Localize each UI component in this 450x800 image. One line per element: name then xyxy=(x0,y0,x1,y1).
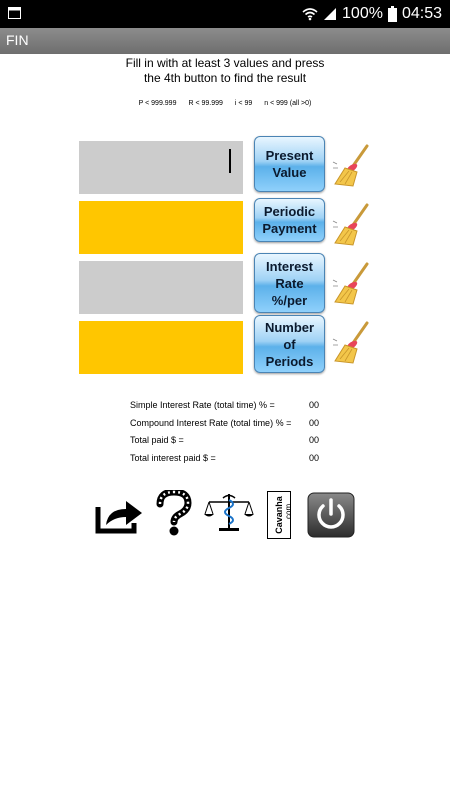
wifi-icon xyxy=(302,7,318,21)
question-mark-icon[interactable] xyxy=(152,490,196,536)
interest-rate-label-2: Rate xyxy=(275,275,304,291)
simple-interest-label: Simple Interest Rate (total time) % = xyxy=(130,400,275,410)
interest-rate-input[interactable] xyxy=(79,261,243,314)
number-of-periods-label-3: Periods xyxy=(265,353,314,369)
cavanha-text: Cavanha xyxy=(274,496,284,534)
simple-interest-value: 00 xyxy=(309,400,320,410)
window-icon xyxy=(8,7,21,19)
limit-i: i < 99 xyxy=(234,100,253,107)
periodic-payment-input[interactable] xyxy=(79,201,243,254)
present-value-label-2: Value xyxy=(272,165,307,180)
battery-percent: 100% xyxy=(342,5,383,22)
com-text: .com xyxy=(284,503,294,522)
power-icon[interactable] xyxy=(307,492,355,538)
interest-rate-label-3: %/per xyxy=(271,292,308,308)
instructions xyxy=(0,56,450,86)
instructions-line-2: the 4th button to find the result xyxy=(143,71,307,85)
compound-interest-value: 00 xyxy=(309,418,320,428)
input-limits xyxy=(0,100,450,107)
limit-r: R < 99.999 xyxy=(188,100,223,107)
broom-icon[interactable] xyxy=(331,144,373,188)
result-row xyxy=(130,418,330,432)
present-value-button[interactable] xyxy=(254,136,325,192)
number-of-periods-input[interactable] xyxy=(79,321,243,374)
periodic-payment-label-1: Periodic xyxy=(263,204,316,219)
total-interest-label: Total interest paid $ = xyxy=(130,453,216,463)
status-bar xyxy=(0,0,450,28)
number-of-periods-button[interactable] xyxy=(254,315,325,373)
instructions-line-1: Fill in with at least 3 values and press xyxy=(125,56,325,70)
broom-icon[interactable] xyxy=(331,262,373,306)
interest-rate-label-1: Interest xyxy=(266,258,313,274)
compound-interest-label: Compound Interest Rate (total time) % = xyxy=(130,418,292,428)
total-paid-label: Total paid $ = xyxy=(130,435,184,445)
interest-rate-button[interactable] xyxy=(254,253,325,313)
broom-icon[interactable] xyxy=(331,203,373,247)
total-paid-value: 00 xyxy=(309,435,320,445)
result-row xyxy=(130,400,330,414)
app-title: FIN xyxy=(6,32,29,48)
broom-icon[interactable] xyxy=(331,321,373,365)
periodic-payment-button[interactable] xyxy=(254,198,325,242)
text-cursor xyxy=(229,149,231,173)
number-of-periods-label-2: of xyxy=(283,336,296,352)
app-bar xyxy=(0,28,450,54)
battery-icon xyxy=(388,6,397,22)
number-of-periods-label-1: Number xyxy=(264,319,315,335)
scales-caduceus-icon[interactable] xyxy=(203,490,255,534)
present-value-input[interactable] xyxy=(79,141,243,194)
periodic-payment-label-2: Payment xyxy=(262,221,317,236)
limit-p: P < 999.999 xyxy=(138,100,177,107)
present-value-label-1: Present xyxy=(265,148,314,163)
result-row xyxy=(130,435,330,449)
total-interest-value: 00 xyxy=(309,453,320,463)
limit-n: n < 999 (all >0) xyxy=(264,100,312,107)
signal-icon xyxy=(323,7,337,21)
clock: 04:53 xyxy=(401,5,442,22)
share-arrow-icon[interactable] xyxy=(94,495,146,535)
result-row xyxy=(130,453,330,467)
